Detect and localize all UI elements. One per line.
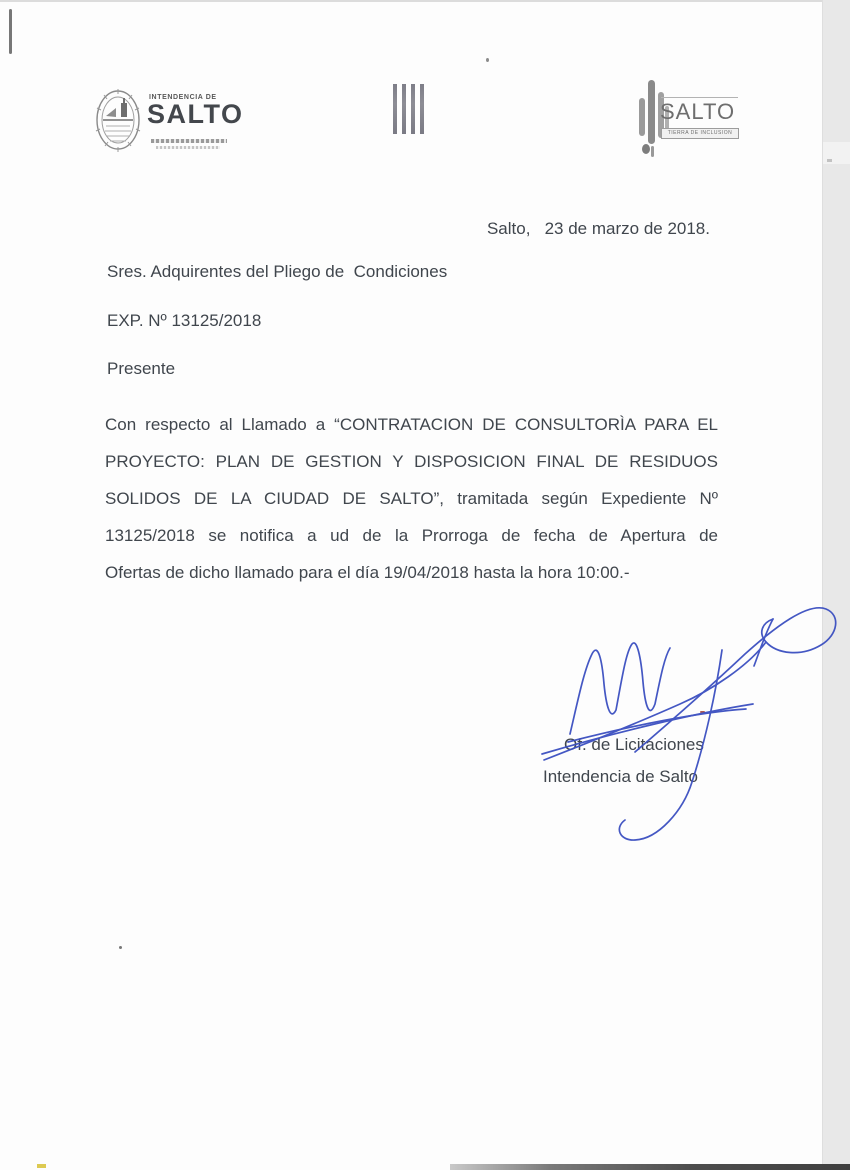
signature-office-label: Of. de Licitaciones [564,735,704,754]
right-logo-rule [661,97,738,98]
handwritten-signature [540,582,840,857]
right-logo-wordmark: SALTO [660,99,736,124]
letter-reference-number: EXP. Nº 13125/2018 [107,311,262,330]
body-line: SOLIDOS DE LA CIUDAD DE SALTO”, tramitada según Expediente Nº [105,489,718,508]
left-logo-org-line: INTENDENCIA DE [149,94,217,101]
left-logo-wordmark: SALTO [147,99,244,129]
scan-top-edge-line [0,0,850,2]
left-logo-tagline-strip [156,146,220,149]
scan-speck [37,1164,46,1168]
scan-speck [486,58,489,62]
letter-body-paragraph [105,406,718,591]
body-line: Ofertas de dicho llamado para el día 19/04/2018 hasta la hora 10:00.- [105,563,630,582]
municipal-seal-icon [92,86,146,161]
scan-speck [827,159,832,162]
body-line: PROYECTO: PLAN DE GESTION Y DISPOSICION FINAL DE RESIDUOS [105,452,718,471]
scan-corner-mark [9,9,12,54]
scan-speck [119,946,122,949]
left-logo-tagline-strip [151,139,227,143]
four-bars-icon [393,84,424,134]
scan-bottom-edge-line [450,1164,850,1170]
signature-organization-label: Intendencia de Salto [543,767,699,786]
body-line: 13125/2018 se notifica a ud de la Prorroga de fecha de Apertura de [105,526,718,545]
letter-salutation: Presente [107,359,176,378]
right-logo-tagline: TIERRA DE INCLUSION [661,128,739,139]
letter-addressee: Sres. Adquirentes del Pliego de Condiciones [107,262,448,281]
body-line: Con respecto al Llamado a “CONTRATACION DE CONSULTORÌA PARA EL [105,415,718,434]
letter-date: Salto, 23 de marzo de 2018. [486,219,710,238]
